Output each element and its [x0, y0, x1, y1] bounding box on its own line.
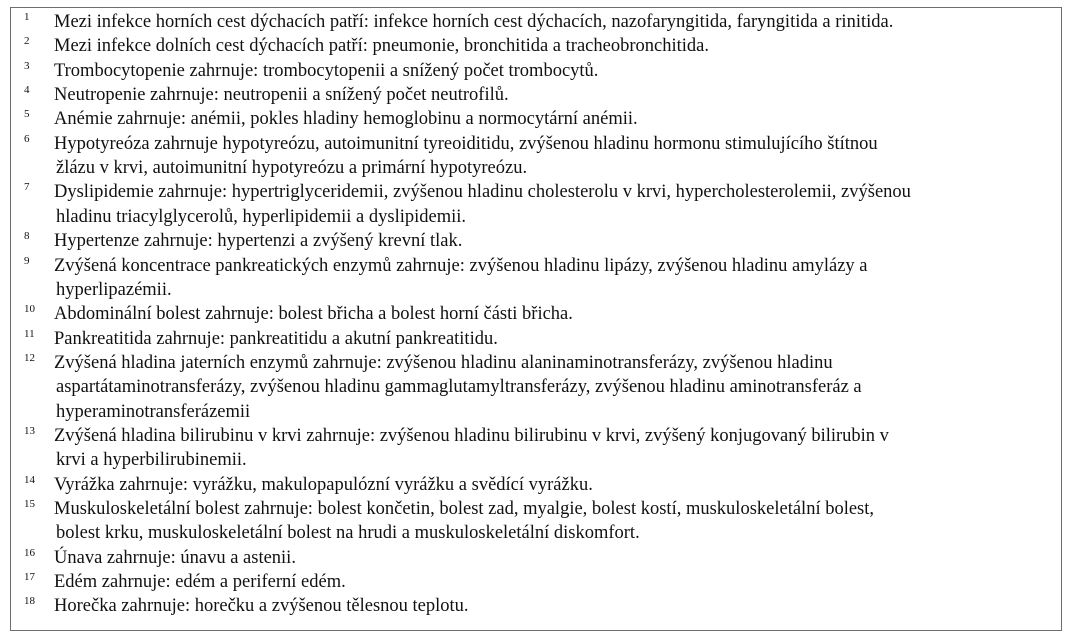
footnote-number: 13: [24, 424, 35, 437]
footnote-text-line: Únava zahrnuje: únavu a astenii.: [54, 547, 296, 568]
footnote-number: 5: [24, 108, 30, 121]
footnote-text-line: Trombocytopenie zahrnuje: trombocytopenii a snížený počet trombocytů.: [54, 60, 599, 81]
footnote-text-line: Hypotyreóza zahrnuje hypotyreózu, autoimunitní tyreoiditidu, zvýšenou hladinu hormonu stimulujícího štítnou: [54, 133, 878, 154]
footnote-text-line: Neutropenie zahrnuje: neutropenii a snížený počet neutrofilů.: [54, 85, 509, 106]
footnote-number: 17: [24, 571, 35, 584]
footnote-number: 9: [24, 254, 30, 267]
footnote-text-line: Pankreatitida zahrnuje: pankreatitidu a akutní pankreatitidu.: [54, 328, 498, 349]
footnote-text-line: žlázu v krvi, autoimunitní hypotyreózu a primární hypotyreózu.: [56, 158, 528, 179]
footnote-text-line: Edém zahrnuje: edém a periferní edém.: [54, 572, 346, 593]
footnote-text-line: Muskuloskeletální bolest zahrnuje: bolest končetin, bolest zad, myalgie, bolest kostí, muskuloskeletální bolest,: [54, 499, 875, 519]
footnote-number: 15: [24, 498, 35, 510]
footnote-text-line: Mezi infekce horních cest dýchacích patří: infekce horních cest dýchacích, nazofaryngitida, faryngitida a rinitida.: [54, 12, 894, 32]
footnote-text-line: Mezi infekce dolních cest dýchacích patří: pneumonie, bronchitida a tracheobronchitida.: [54, 36, 709, 57]
footnote-text-line: Anémie zahrnuje: anémii, pokles hladiny hemoglobinu a normocytární anémii.: [54, 109, 638, 130]
footnote-text-line: hyperaminotransferázemii: [56, 401, 251, 422]
footnote-text-line: Dyslipidemie zahrnuje: hypertriglyceridemii, zvýšenou hladinu cholesterolu v krvi, hypercholesterolemii, zvýšenou: [54, 182, 911, 203]
footnote-number: 7: [24, 181, 30, 194]
footnote-number: 6: [24, 132, 30, 145]
footnote-number: 11: [24, 327, 35, 340]
footnote-text-line: Zvýšená hladina bilirubinu v krvi zahrnuje: zvýšenou hladinu bilirubinu v krvi, zvýšený konjugovaný bilirubin v: [54, 425, 889, 446]
footnote-text-line: Vyrážka zahrnuje: vyrážku, makulopapulózní vyrážku a svědící vyrážku.: [54, 474, 593, 495]
footnote-number: 18: [24, 595, 35, 608]
footnote-number: 3: [24, 59, 30, 72]
footnote-text-line: Zvýšená hladina jaterních enzymů zahrnuje: zvýšenou hladinu alaninaminotransferázy, zvýšenou hladinu: [54, 352, 833, 373]
footnote-number: 4: [24, 84, 30, 97]
footnote-number: 12: [24, 351, 35, 364]
footnote-text-line: bolest krku, muskuloskeletální bolest na hrudi a muskuloskeletální diskomfort.: [56, 523, 640, 544]
footnote-number: 8: [24, 230, 30, 243]
footnote-text-line: hyperlipazémii.: [56, 279, 172, 300]
footnote-text-line: Abdominální bolest zahrnuje: bolest břicha a bolest horní části břicha.: [54, 304, 573, 325]
footnote-text-line: aspartátaminotransferázy, zvýšenou hladinu gammaglutamyltransferázy, zvýšenou hladinu aminotransferáz a: [56, 377, 862, 398]
footnote-number: 14: [24, 473, 35, 486]
footnote-text-line: Zvýšená koncentrace pankreatických enzymů zahrnuje: zvýšenou hladinu lipázy, zvýšenou hladinu amylázy a: [54, 255, 868, 276]
footnote-text-line: hladinu triacylglycerolů, hyperlipidemii a dyslipidemii.: [56, 206, 466, 227]
footnote-text-line: Horečka zahrnuje: horečku a zvýšenou tělesnou teplotu.: [54, 596, 469, 617]
footnote-text-line: Hypertenze zahrnuje: hypertenzi a zvýšený krevní tlak.: [54, 231, 463, 252]
footnote-number: 16: [24, 546, 35, 559]
footnote-number: 1: [24, 11, 30, 23]
footnote-number: 2: [24, 35, 30, 48]
footnote-text-line: krvi a hyperbilirubinemii.: [56, 450, 247, 471]
footnote-number: 10: [24, 303, 35, 316]
